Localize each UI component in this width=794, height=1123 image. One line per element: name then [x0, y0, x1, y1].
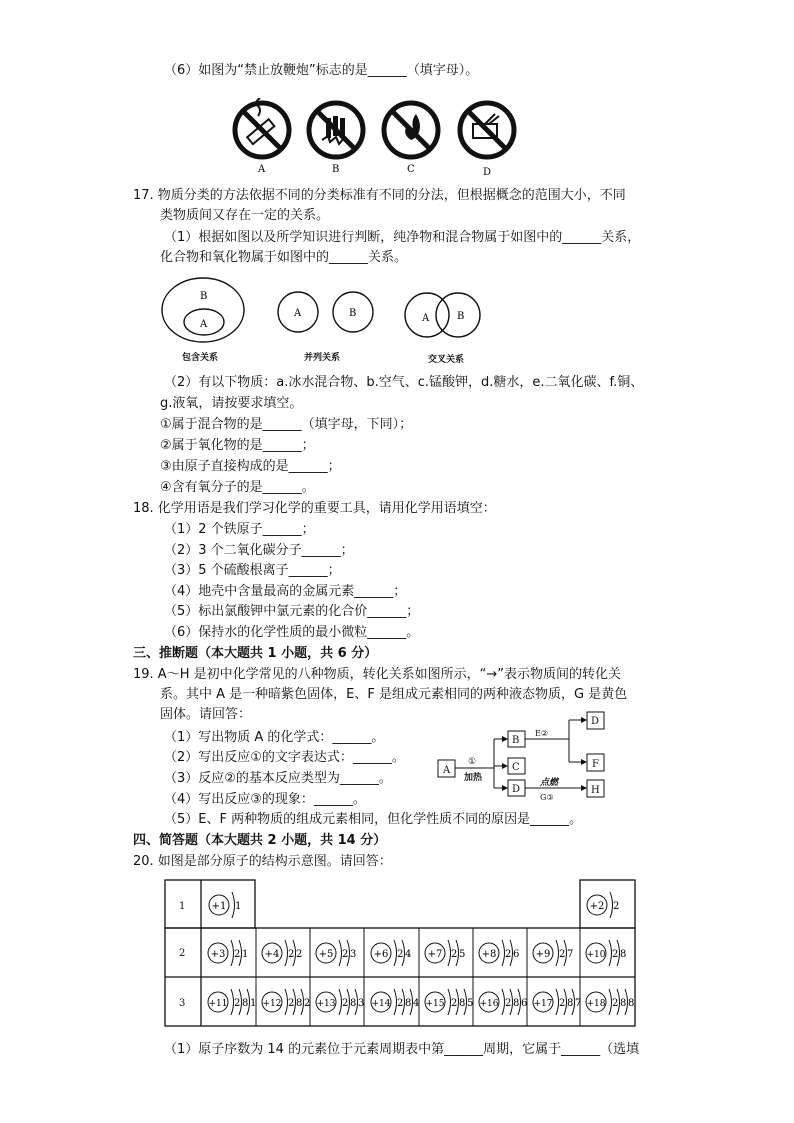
- q19-line-3: 固体。请回答：: [160, 707, 252, 722]
- inclusion-diagram: [162, 278, 244, 342]
- svg-text:8: 8: [296, 998, 303, 1009]
- sign-label-b: B: [332, 164, 340, 175]
- atom-period3-8: [586, 989, 634, 1015]
- q18-line-7: （6）保持水的化学性质的最小微粒______。: [164, 625, 420, 640]
- svg-text:+3: +3: [210, 949, 226, 960]
- svg-text:+12: +12: [262, 999, 282, 1009]
- q17-line-8: ②属于氧化物的是______；: [160, 438, 315, 453]
- svg-text:6: 6: [521, 998, 528, 1009]
- svg-text:+5: +5: [318, 949, 334, 960]
- svg-text:4: 4: [405, 949, 412, 960]
- atom-he: [587, 892, 619, 918]
- atom-period3-7: [533, 989, 581, 1015]
- svg-text:A: A: [200, 319, 208, 330]
- svg-text:+1: +1: [211, 901, 227, 912]
- node-d: D: [512, 784, 521, 795]
- svg-text:B: B: [349, 308, 357, 319]
- q19-line-7: （4）写出反应③的现象：______。: [164, 792, 366, 807]
- svg-text:2: 2: [559, 949, 566, 960]
- q17-line-4: 化合物和氧化物属于如图中的______关系。: [160, 250, 408, 265]
- svg-text:2: 2: [342, 949, 349, 960]
- svg-text:+8: +8: [481, 949, 497, 960]
- node-d-top: D: [591, 716, 600, 727]
- sign-a-no-smoking: [235, 98, 289, 157]
- q18-line-5: （4）地壳中含量最高的金属元素______；: [164, 584, 407, 599]
- svg-text:+10: +10: [586, 950, 606, 960]
- atom-period2-4: [371, 940, 411, 966]
- svg-text:2: 2: [342, 998, 349, 1009]
- svg-text:2: 2: [505, 998, 512, 1009]
- q16-line: （6）如图为“禁止放鞭炮”标志的是______（填字母）。: [164, 63, 479, 78]
- atom-period2-5: [425, 940, 465, 966]
- atom-period2-8: [586, 940, 626, 966]
- svg-text:2: 2: [613, 901, 620, 912]
- svg-text:+17: +17: [533, 999, 553, 1009]
- svg-text:3: 3: [350, 949, 357, 960]
- q18-line-6: （5）标出氯酸钾中氯元素的化合价______；: [164, 604, 420, 619]
- q17-line-7: ①属于混合物的是______（填字母，下同）；: [160, 417, 413, 432]
- atom-period2-2: [262, 940, 302, 966]
- parallel-diagram: [278, 292, 373, 332]
- svg-text:+15: +15: [425, 999, 445, 1009]
- svg-text:2: 2: [234, 949, 241, 960]
- caption-intersection: 交叉关系: [428, 355, 465, 365]
- sign-d-no-matches: [460, 103, 514, 157]
- atom-h: [209, 892, 241, 918]
- q17-line-3: （1）根据如图以及所学知识进行判断，纯净物和混合物属于如图中的______关系，: [164, 230, 641, 245]
- svg-text:5: 5: [459, 949, 466, 960]
- node-h: H: [591, 785, 600, 796]
- svg-text:8: 8: [513, 998, 520, 1009]
- q18-line-1: 18. 化学用语是我们学习化学的重要工具，请用化学用语填空：: [133, 501, 496, 516]
- q17-line-2: 类物质间又存在一定的关系。: [160, 208, 330, 223]
- caption-parallel: 并列关系: [304, 353, 341, 363]
- period-2-label: 2: [179, 948, 186, 959]
- svg-text:B: B: [200, 291, 208, 302]
- q19-line-4: （1）写出物质 A 的化学式：______。: [164, 730, 385, 745]
- svg-text:2: 2: [612, 998, 619, 1009]
- atom-period3-3: [316, 989, 364, 1015]
- atom-diagrams: [208, 892, 634, 1015]
- node-b: B: [512, 735, 520, 746]
- svg-text:1: 1: [250, 998, 257, 1009]
- svg-text:8: 8: [628, 998, 635, 1009]
- svg-text:2: 2: [451, 949, 458, 960]
- svg-text:2: 2: [288, 998, 295, 1009]
- atom-period2-7: [533, 940, 573, 966]
- period-3-label: 3: [179, 998, 186, 1009]
- svg-text:4: 4: [413, 998, 420, 1009]
- svg-text:B: B: [457, 311, 465, 322]
- svg-text:8: 8: [350, 998, 357, 1009]
- q17-line-10: ④含有氧分子的是______。: [160, 480, 315, 495]
- q19-line-5: （2）写出反应①的文字表达式：______。: [164, 750, 405, 765]
- atom-period3-6: [479, 989, 527, 1015]
- svg-text:6: 6: [513, 949, 520, 960]
- sign-label-a: A: [258, 164, 266, 175]
- atom-period2-3: [316, 940, 356, 966]
- q17-line-6: g.液氧，请按要求填空。: [160, 396, 303, 411]
- svg-text:+13: +13: [316, 999, 336, 1009]
- section-4-heading: 四、简答题（本大题共 2 小题，共 14 分）: [133, 833, 387, 848]
- atom-period3-4: [371, 989, 419, 1015]
- svg-text:+4: +4: [264, 949, 280, 960]
- ignite-label: 点燃: [540, 778, 559, 788]
- svg-text:8: 8: [620, 949, 627, 960]
- sign-c-no-open-flame: [384, 103, 438, 157]
- node-a: A: [443, 765, 451, 776]
- q17-line-1: 17. 物质分类的方法依据不同的分类标准有不同的分法，但根据概念的范围大小，不同: [133, 188, 626, 203]
- intersection-diagram: [405, 293, 480, 337]
- svg-text:2: 2: [505, 949, 512, 960]
- svg-text:+7: +7: [427, 949, 443, 960]
- q19-line-6: （3）反应②的基本反应类型为______。: [164, 771, 392, 786]
- svg-text:2: 2: [451, 998, 458, 1009]
- atom-period2-1: [208, 940, 248, 966]
- svg-text:2: 2: [559, 998, 566, 1009]
- q19-line-2: 系。其中 A 是一种暗紫色固体，E、F 是组成元素相同的两种液态物质，G 是黄色: [160, 687, 628, 702]
- transformation-flowchart: [434, 708, 614, 804]
- svg-text:1: 1: [242, 949, 249, 960]
- svg-text:+2: +2: [589, 901, 605, 912]
- atomic-structure-table: [164, 879, 636, 1027]
- svg-text:5: 5: [467, 998, 474, 1009]
- node-c: C: [512, 762, 520, 773]
- atom-period3-2: [262, 989, 310, 1015]
- period-1-label: 1: [179, 901, 186, 912]
- atom-period2-6: [479, 940, 519, 966]
- q18-line-4: （3）5 个硫酸根离子______；: [164, 563, 341, 578]
- node-f: F: [592, 759, 599, 770]
- svg-text:2: 2: [397, 998, 404, 1009]
- reaction-1-label: ①: [468, 757, 477, 767]
- g3-label: G③: [540, 793, 554, 802]
- svg-text:7: 7: [567, 949, 574, 960]
- sign-label-d: D: [483, 167, 492, 178]
- svg-text:+18: +18: [586, 999, 606, 1009]
- svg-text:7: 7: [575, 998, 582, 1009]
- svg-text:8: 8: [459, 998, 466, 1009]
- q19-line-8: （5）E、F 两种物质的组成元素相同，但化学性质不同的原因是______。: [164, 812, 583, 827]
- svg-text:2: 2: [234, 998, 241, 1009]
- q20-last-line: （1）原子序数为 14 的元素位于元素周期表中第______周期，它属于______（选填: [164, 1042, 640, 1057]
- q17-line-9: ③由原子直接构成的是______；: [160, 459, 341, 474]
- atom-period3-5: [425, 989, 473, 1015]
- svg-text:2: 2: [612, 949, 619, 960]
- svg-text:1: 1: [235, 901, 242, 912]
- e2-label: E②: [535, 729, 549, 738]
- sign-label-c: C: [407, 164, 415, 175]
- svg-text:2: 2: [296, 949, 303, 960]
- svg-text:A: A: [422, 313, 430, 324]
- caption-inclusion: 包含关系: [182, 353, 219, 363]
- atom-period3-1: [208, 989, 256, 1015]
- prohibition-signs-figure: [225, 98, 545, 178]
- svg-text:+14: +14: [371, 999, 391, 1009]
- q19-line-1: 19. A～H 是初中化学常见的八种物质，转化关系如图所示，“→”表示物质间的转化关: [133, 667, 621, 682]
- svg-text:2: 2: [397, 949, 404, 960]
- svg-text:3: 3: [358, 998, 365, 1009]
- svg-text:8: 8: [567, 998, 574, 1009]
- svg-text:8: 8: [242, 998, 249, 1009]
- svg-text:8: 8: [405, 998, 412, 1009]
- heat-label: 加热: [464, 773, 483, 783]
- q18-line-3: （2）3 个二氧化碳分子______；: [164, 543, 354, 558]
- svg-text:2: 2: [288, 949, 295, 960]
- svg-text:8: 8: [620, 998, 627, 1009]
- q18-line-2: （1）2 个铁原子______；: [164, 522, 315, 537]
- svg-text:+11: +11: [208, 999, 228, 1009]
- sign-b-no-firecrackers: [309, 103, 363, 157]
- svg-text:A: A: [294, 308, 302, 319]
- q20-line-1: 20. 如图是部分原子的结构示意图。请回答：: [133, 854, 392, 869]
- svg-text:+6: +6: [373, 949, 389, 960]
- q17-line-5: （2）有以下物质：a.冰水混合物、b.空气、c.锰酸钾，d.糖水，e.二氧化碳、f.铜、: [164, 375, 644, 390]
- svg-text:2: 2: [304, 998, 311, 1009]
- section-3-heading: 三、推断题（本大题共 1 小题，共 6 分）: [133, 646, 378, 661]
- svg-text:+16: +16: [479, 999, 499, 1009]
- svg-text:+9: +9: [535, 949, 551, 960]
